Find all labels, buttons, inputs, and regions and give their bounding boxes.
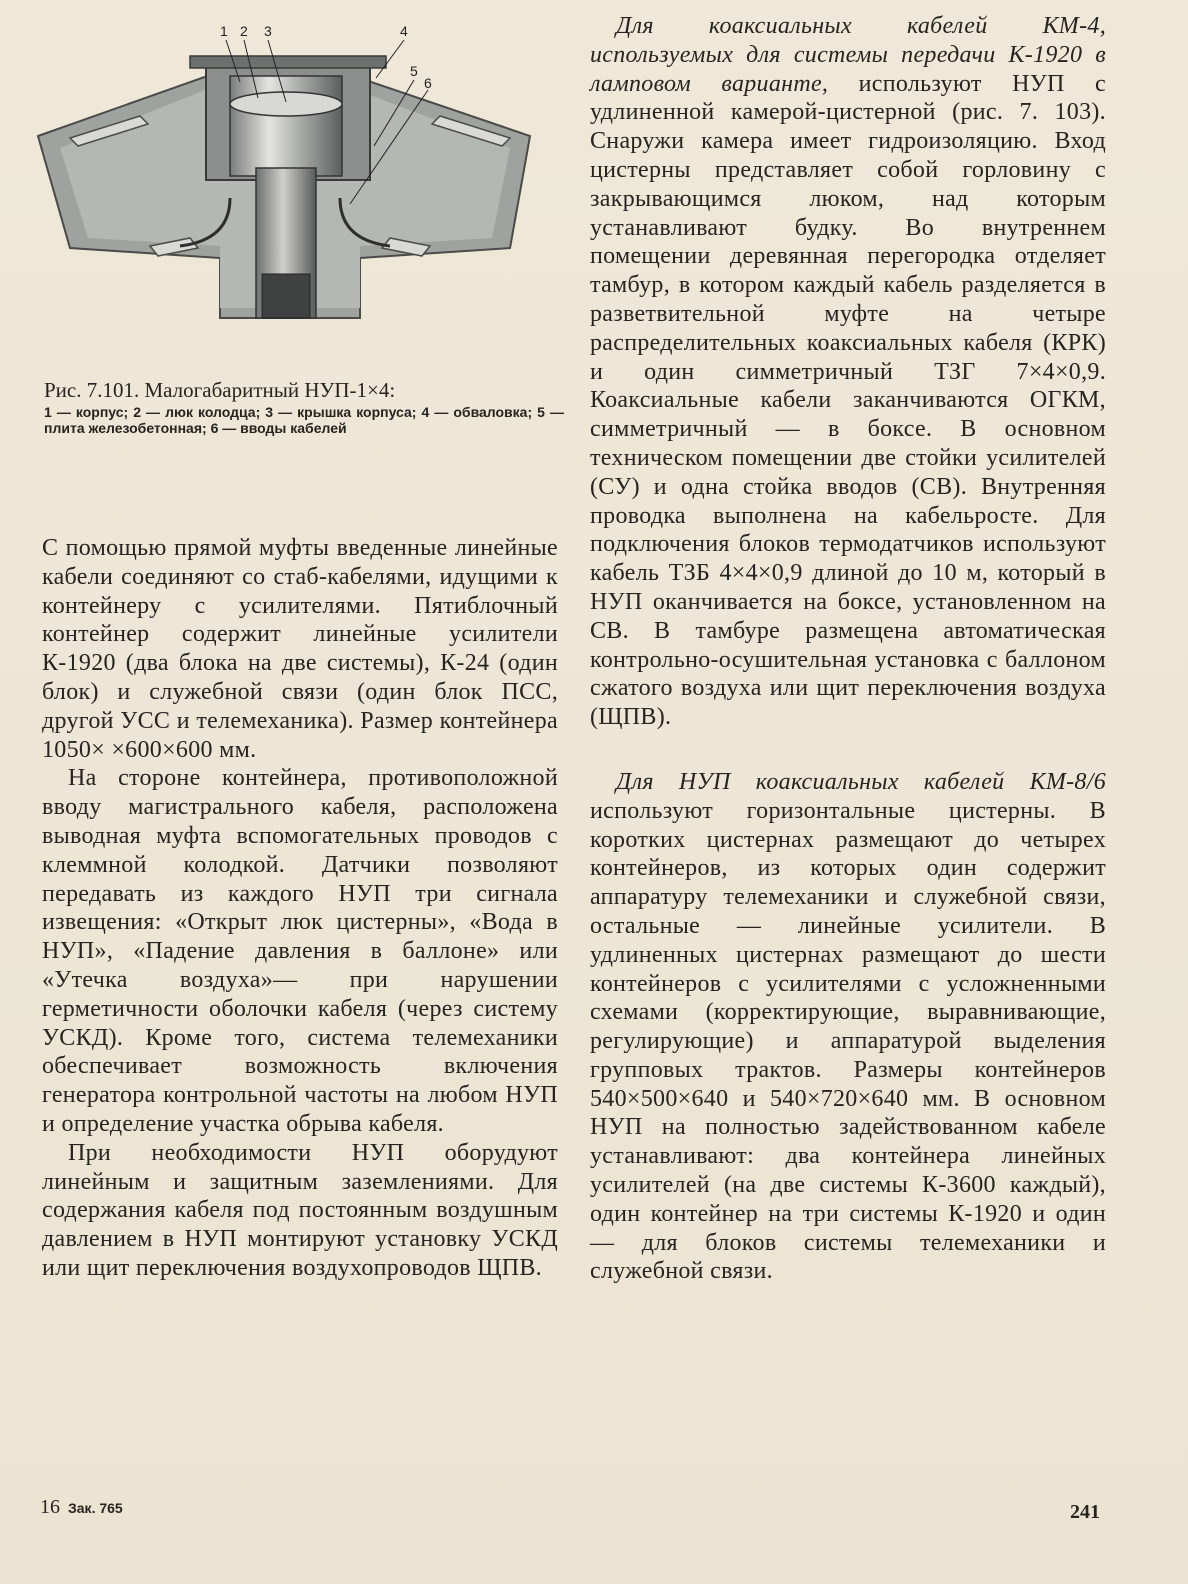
page-number: 241 [1070, 1501, 1100, 1523]
left-paragraph-3: При необходимости НУП оборудуют линейным и защитным заземлениями. Для содержания кабеля под постоянным воздушным давлением в НУП монтируют установку УСКД или щит переключения воздухопроводов ЩПВ. [42, 1139, 558, 1281]
right-paragraph-1 [590, 12, 1106, 732]
callout-2: 2 [240, 23, 248, 39]
figure-nup-drawing [30, 18, 570, 338]
left-paragraph-1: С помощью прямой муфты введенные линейные кабели соединяют со стаб-кабелями, идущими к контейнеру с усилителями. Пятиблочный контейнер содержит линейные усилители К-1920 (два блока на две системы), К-24 (один блок) и служебной связи (один блок ПСС, другой УСС и телемеханика). Размер контейнера 1050× ×600×600 мм. [42, 535, 558, 763]
signature-number: 16 [40, 1496, 60, 1518]
order-number: Зак. 765 [68, 1500, 123, 1516]
right-paragraph-1-text: используют НУП с удлиненной камерой-цистерной (рис. 7. 103). Снаружи камера имеет гидроизоляцию. Вход цистерны представляет собой горловину с закрывающимся люком, над которым устанавливают будку. Во внутреннем помещении деревянная перегородка отделяет тамбур, в котором каждый кабель разделяется в разветвительной муфте на четыре распределительных коаксиальных кабеля (КРК) и один симметричный ТЗГ 7×4×0,9. Коаксиальные кабели заканчиваются ОГКМ, симметричный — в боксе. В основном техническом помещении две стойки усилителей (СУ) и одна стойка вводов (СВ). Внутренняя проводка выполнена на кабельросте. Для подключения блоков термодатчиков используют кабель ТЗБ 4×4×0,9 длиной до 10 м, который в НУП оканчивается на боксе, установленном на СВ. В тамбуре размещена автоматическая контрольно-осушительная установка с баллоном сжатого воздуха или щит переключения воздуха (ЩПВ). [590, 70, 1106, 731]
body-cover [230, 92, 342, 116]
callout-4: 4 [400, 23, 408, 39]
caption-title: Рис. 7.101. Малогабаритный НУП-1×4: [44, 378, 396, 402]
right-column [590, 12, 1106, 1286]
caption-legend: 1 — корпус; 2 — люк колодца; 3 — крышка корпуса; 4 — обваловка; 5 — плита железобетонная; 6 — вводы кабелей [44, 404, 564, 436]
callout-1: 1 [220, 23, 228, 39]
right-paragraph-2-italic: Для НУП коаксиальных кабелей КМ-8/6 [616, 768, 1106, 795]
callout-5: 5 [410, 63, 418, 79]
left-paragraph-2: На стороне контейнера, противоположной вводу магистрального кабеля, расположена выводная муфта вспомогательных проводов с клеммной колодкой. Датчики позволяют передавать из каждого НУП три сигнала извещения: «Открыт люк цистерны», «Вода в НУП», «Падение давления в баллоне» или «Утечка воздуха»— при нарушении герметичности оболочки кабеля (через систему УСКД). Кроме того, система телемеханики обеспечивает возможность включения генератора контрольной частоты на любом НУП и определение участка обрыва кабеля. [42, 765, 558, 1137]
right-paragraph-2 [590, 768, 1106, 1286]
right-paragraph-1-italic: Для коаксиальных кабелей КМ-4, используемых для системы передачи К-1920 в ламповом варианте, [590, 13, 1106, 97]
left-column [42, 534, 558, 1283]
nup-cross-section-illustration [30, 18, 570, 338]
callout-3: 3 [264, 23, 272, 39]
figure-caption [44, 378, 564, 436]
footer-signature [40, 1495, 123, 1520]
nup-body [230, 76, 342, 176]
right-paragraph-2-text: используют горизонтальные цистерны. В коротких цистернах размещают до четырех контейнеров, из которых один содержит аппаратуру телемеханики и служебной связи, остальные — линейные усилители. В удлиненных цистернах размещают до шести контейнеров с усилителями с усложненными схемами (корректирующие, выравнивающие, регулирующие) и аппаратурой выделения групповых трактов. Размеры контейнеров 540×500×640 и 540×720×640 мм. В основном НУП на полностью задействованном кабеле устанавливают: два контейнера линейных усилителей (на две системы К-3600 каждый), один контейнер на три системы К-1920 и один — для блоков системы телемеханики и служебной связи. [590, 797, 1106, 1285]
callout-6: 6 [424, 75, 432, 91]
manhole-hatch [190, 56, 386, 68]
